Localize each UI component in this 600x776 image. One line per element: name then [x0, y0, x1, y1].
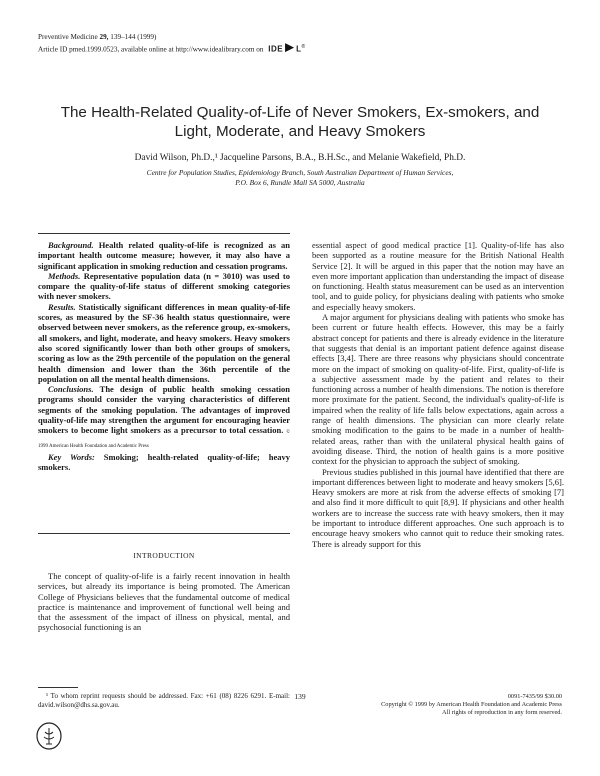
abstract: Background. Health related quality-of-life is recognized as an important health outcome measure; however, it may also have a significant application in smoking reduction and cessation programs. Methods. Representative population data (n = 3010) was used to compare the quality-of-life status of different smoking categories with never smokers. Results. Statistically significant differences in mean quality-of-life scores, as measured by the SF-36 health status questionnaire, were observed between never smokers, as the reference group, ex-smokers, all smokers, and light, moderate, and heavy smokers. Heavy smokers also scored significantly lower than both other groups of smokers, scoring as low as the 29th percentile of the population on the general health dimension and lower than the 36th percentile of the population on all the mental health dimensions. Conclusions. The design of public health smoking cessation programs should consider the varying characteristics of different segments of the smoking population. The advantages of improved quality-of-life may strengthen the argument for encouraging heavier smokers to become light smokers as a precursor to total cessation. © 1999 American Health Foundation and Academic Press Key Words: Smoking; health-related quality-of-life; heavy smokers. [38, 240, 290, 473]
ideal-logo-mark-icon [285, 43, 294, 52]
author-list: David Wilson, Ph.D.,¹ Jacqueline Parsons, B.A., B.H.Sc., and Melanie Wakefield, Ph.D. [134, 153, 466, 163]
abstract-bottom-rule [38, 533, 290, 534]
introduction-text: The concept of quality-of-life is a fairly recent innovation in health services, but already its importance is being promoted. The American College of Physicians believes that the fundamental outcome of medical practice is maintenance and improvement of functional well being and that the assessment of the impact of illness on physical, mental, and psychosocial functioning is an [38, 571, 290, 633]
footnote: ¹ To whom reprint requests should be addressed. Fax: +61 (08) 8226 6291. E-mail: david.wilson@dhs.sa.gov.au. [38, 692, 290, 709]
section-heading-introduction: INTRODUCTION [133, 551, 195, 560]
affiliation: Centre for Population Studies, Epidemiology Branch, South Australian Department of Human Services, P.O. Box 6, Rundle Mall SA 5000, Australia [146, 168, 454, 187]
journal-header [38, 33, 306, 55]
journal-volume: 29, [99, 33, 109, 41]
right-column-text: essential aspect of good medical practice [1]. Quality-of-life has also been supported as a routine measure for the British National Health Service [2]. It will be argued in this paper that the notion may have an even more important application than understanding the impact of disease on functioning. Health status measurement can be used as an intervention tool, and to guide policy, for physicians dealing with patients who smoke and especially heavy smokers. A major argument for physicians dealing with patients who smoke has been current or future health effects. However, this may be a fairly abstract concept for patients and there is already evidence in the literature that suggests that denial is an important patient defence against disease effects [3,4]. There are three reasons why physicians should concentrate more on the impact of smoking on quality-of-life. First, quality-of-life is a subjective assessment made by the patient and relates to their functioning across a number of health dimensions. The notion is therefore more proximate for the patient. Second, the individual's quality-of-life is impaired when the reality of life falls below expectations, again across a range of health dimensions. The physician can more clearly relate smoking modification to the gains to be made in a number of health-related areas, rather than with the unilateral physical health gains of avoiding disease. Third, the notion of health gains is a more positive context for the physician to approach the subject of smoking. Previous studies published in this journal have identified that there are important differences between light to moderate and heavy smokers [5,6]. Heavy smokers are more at risk from the adverse effects of smoking [7] and also find it more difficult to quit [8,9]. If physicians and other health workers are to increase the success rate with heavy smokers, then it may be important to introduce different approaches. One such approach is to encourage heavy smokers who cannot quit to reduce their smoking rates. There is already support for this [312, 240, 564, 549]
footnote-rule [38, 687, 78, 688]
journal-name: Preventive Medicine [38, 33, 98, 41]
journal-pages: 139–144 (1999) [110, 33, 157, 41]
ideal-logo: IDE L® [268, 43, 306, 54]
abstract-copyright: © 1999 American Health Foundation and Academic Press [38, 430, 290, 449]
article-id-line: Article ID pmed.1999.0523, available online at http://www.idealibrary.com on [38, 45, 264, 54]
copyright-footer: 0091-7435/99 $30.00 Copyright © 1999 by American Health Foundation and Academic Press All rights of reproduction in any form reserved. [381, 693, 562, 716]
publisher-logo-icon [36, 722, 62, 750]
page-number: 139 [294, 692, 306, 701]
abstract-top-rule [38, 233, 290, 234]
article-title: The Health-Related Quality-of-Life of Never Smokers, Ex-smokers, and Light, Moderate, and Heavy Smokers [60, 104, 540, 140]
